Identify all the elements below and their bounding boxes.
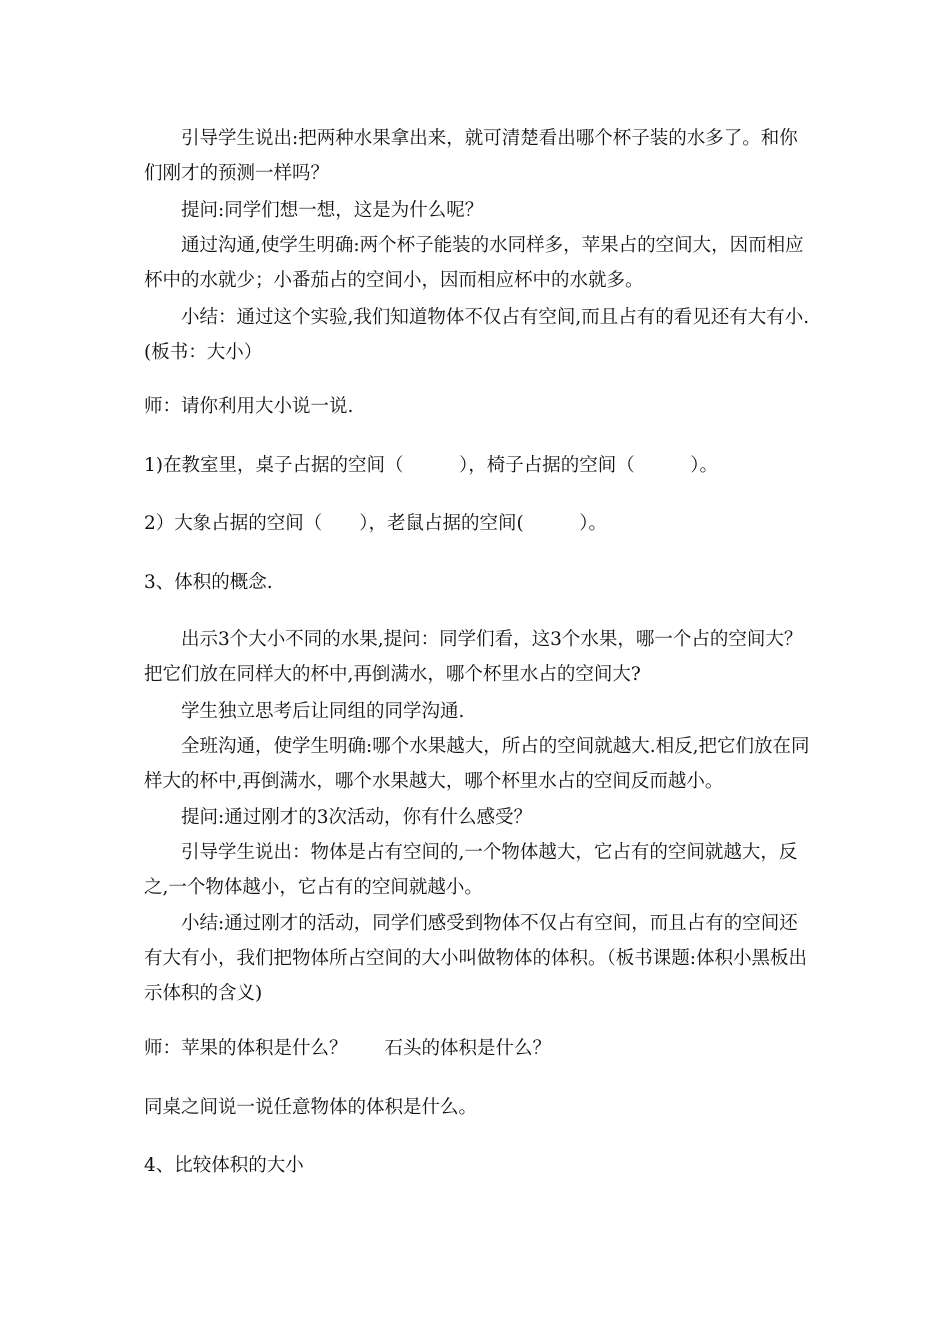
paragraph-summary-experiment: 小结：通过这个实验,我们知道物体不仅占有空间,而且占有的看见还有大有小.(板书：大小） [144,307,810,363]
paragraph-three-fruits: 出示3个大小不同的水果,提问：同学们看，这3个水果，哪一个占的空间大？把它们放在同样大的杯中,再倒满水，哪个杯里水占的空间大? [144,629,803,685]
section-heading-compare-volume: 4、比较体积的大小 [144,1155,304,1176]
paragraph-question-why: 提问:同学们想一想，这是为什么呢？ [181,200,484,221]
paragraph-guide-conclusion: 引导学生说出：物体是占有空间的,一个物体越大，它占有的空间就越大，反之,一个物体越小，它占有的空间就越小。 [144,842,798,898]
section-heading-volume-concept: 3、体积的概念. [144,572,273,593]
deskmate-discussion: 同桌之间说一说任意物体的体积是什么。 [144,1097,478,1118]
paragraph-guide-students: 引导学生说出:把两种水果拿出来，就可清楚看出哪个杯子装的水多了。和你们刚才的预测一样吗？ [144,128,798,184]
paragraph-communication: 通过沟通,使学生明确:两个杯子能装的水同样多，苹果占的空间大，因而相应杯中的水就少；小番茄占的空间小，因而相应杯中的水就多。 [144,235,804,291]
paragraph-summary-volume: 小结:通过刚才的活动，同学们感受到物体不仅占有空间，而且占有的空间还有大有小，我们把物体所占空间的大小叫做物体的体积。（板书课题:体积小黑板出示体积的含义) [144,913,807,1004]
exercise-classroom: 1)在教室里，桌子占据的空间（ ），椅子占据的空间（ ）。 [144,455,718,476]
paragraph-question-feeling: 提问:通过刚才的3次活动，你有什么感受？ [181,807,533,828]
exercise-elephant-mouse: 2）大象占据的空间（ ），老鼠占据的空间( ）。 [144,513,607,534]
paragraph-independent-thinking: 学生独立思考后让同组的同学沟通. [181,701,465,722]
paragraph-class-communication: 全班沟通，使学生明确:哪个水果越大，所占的空间就越大.相反,把它们放在同样大的杯中,再倒满水，哪个水果越大，哪个杯里水占的空间反而越小。 [144,736,810,792]
teacher-question-volume: 师：苹果的体积是什么？ 石头的体积是什么？ [144,1038,552,1059]
teacher-prompt-size: 师：请你利用大小说一说. [144,396,354,417]
